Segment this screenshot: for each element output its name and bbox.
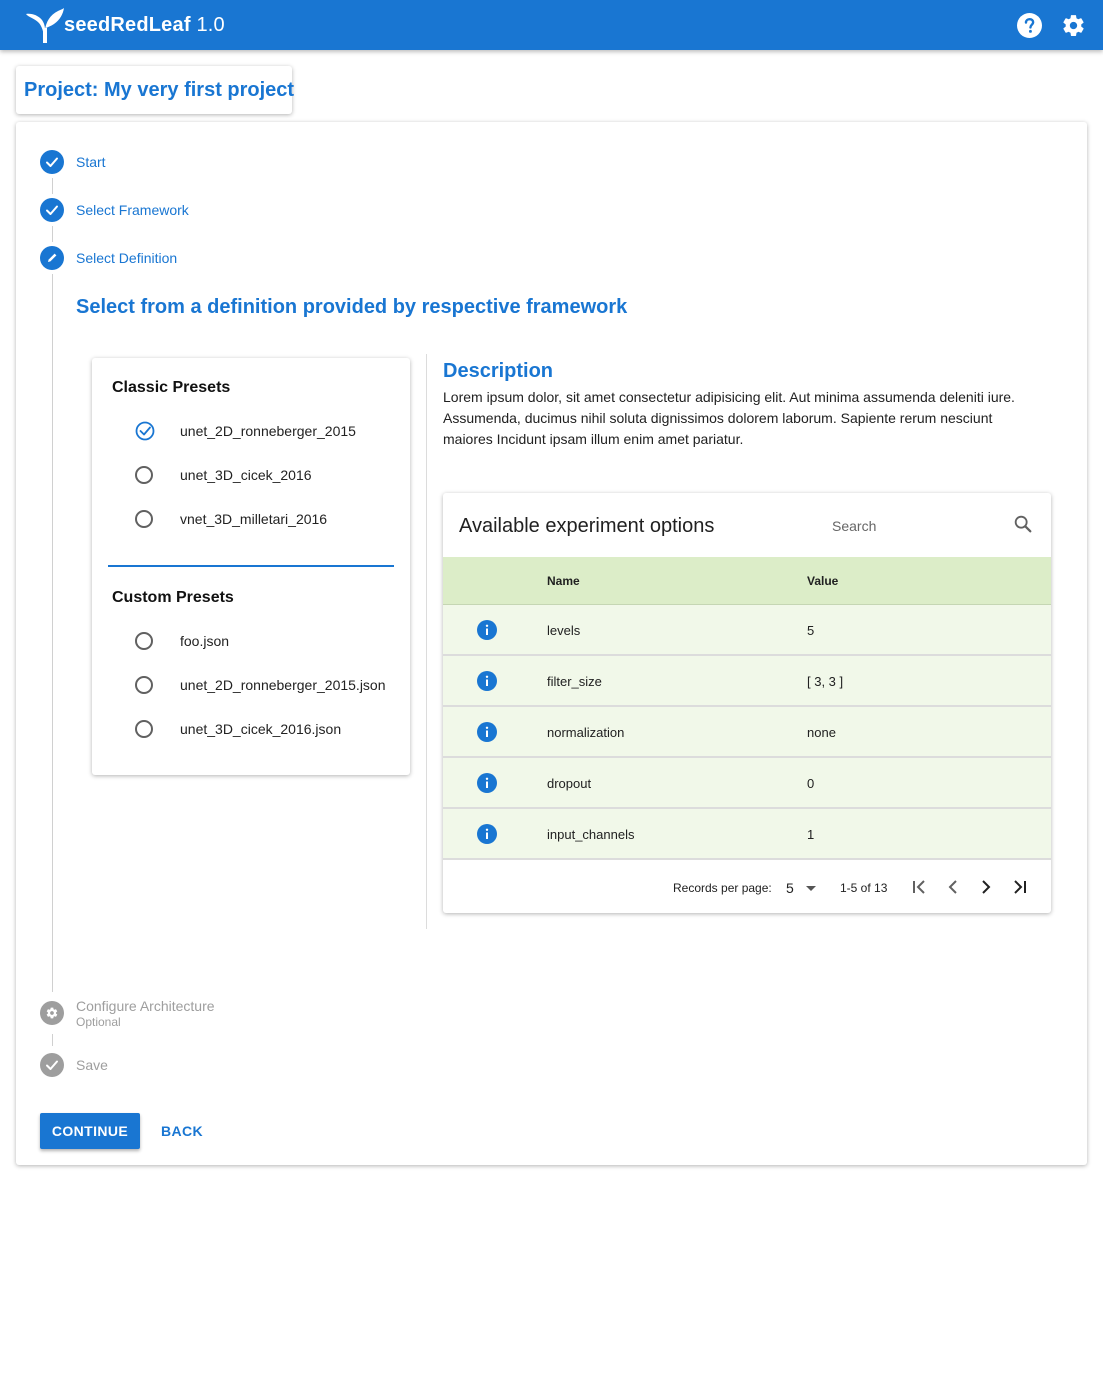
preset-option[interactable] [92, 456, 410, 496]
gear-icon[interactable] [1061, 13, 1086, 38]
page-range: 1-5 of 13 [840, 881, 888, 895]
info-icon[interactable] [477, 824, 497, 844]
step-definition-pencil-icon[interactable] [40, 246, 64, 270]
row-name: dropout [547, 776, 592, 791]
row-value: 0 [807, 776, 815, 791]
step-start-label[interactable]: Start [76, 154, 106, 170]
row-value: [ 3, 3 ] [807, 674, 844, 689]
radio-icon[interactable] [135, 510, 153, 528]
project-title-card [16, 66, 295, 114]
preset-option[interactable] [92, 500, 410, 540]
radio-icon[interactable] [135, 720, 153, 738]
last-page-icon[interactable] [1008, 875, 1032, 899]
dropdown-caret-icon[interactable] [806, 886, 816, 891]
step-start-check-icon[interactable] [40, 150, 64, 174]
preset-option[interactable] [92, 666, 410, 706]
preset-label: foo.json [180, 633, 230, 649]
table-pagination [443, 863, 1051, 913]
step-configure-optional: Optional [76, 1015, 121, 1029]
row-name: filter_size [547, 674, 602, 689]
preset-option[interactable] [92, 622, 410, 662]
step-connector [52, 226, 53, 242]
preset-label: unet_2D_ronneberger_2015 [180, 423, 356, 439]
app-title: seedRedLeaf 1.0 [64, 14, 225, 36]
preset-label: unet_2D_ronneberger_2015.json [180, 677, 386, 693]
column-header-name[interactable]: Name [547, 574, 580, 588]
row-name: normalization [547, 725, 625, 740]
continue-button[interactable]: CONTINUE [40, 1113, 140, 1149]
records-per-page-label: Records per page: [673, 881, 772, 895]
info-icon[interactable] [477, 671, 497, 691]
row-name: input_channels [547, 827, 635, 842]
search-icon[interactable] [1012, 513, 1034, 535]
row-value: 1 [807, 827, 815, 842]
custom-presets-heading: Custom Presets [112, 589, 234, 606]
row-value: none [807, 725, 836, 740]
info-icon[interactable] [477, 620, 497, 640]
preset-label: vnet_3D_milletari_2016 [180, 511, 328, 527]
app-bar [0, 0, 1103, 50]
experiment-options-table [443, 493, 1051, 913]
preset-option[interactable] [92, 412, 410, 452]
preset-label: unet_3D_cicek_2016.json [180, 721, 342, 737]
table-row[interactable] [443, 809, 1051, 860]
table-row[interactable] [443, 707, 1051, 758]
step-save-label[interactable]: Save [76, 1057, 108, 1073]
preset-label: unet_3D_cicek_2016 [180, 467, 312, 483]
search-input[interactable] [832, 515, 992, 537]
previous-page-icon[interactable] [941, 875, 965, 899]
records-per-page-select[interactable]: 5 [786, 880, 794, 896]
step-configure-gear-icon[interactable] [40, 1001, 64, 1025]
radio-icon[interactable] [135, 676, 153, 694]
info-icon[interactable] [477, 773, 497, 793]
sprout-logo-icon [24, 6, 66, 44]
step-connector [52, 274, 53, 992]
row-value: 5 [807, 623, 815, 638]
step-connector [52, 1034, 53, 1046]
table-row[interactable] [443, 656, 1051, 707]
first-page-icon[interactable] [907, 875, 931, 899]
project-title: Project: My very first project [24, 79, 295, 101]
step-definition-label[interactable]: Select Definition [76, 250, 178, 266]
description-title: Description [443, 360, 554, 382]
classic-presets-heading: Classic Presets [112, 379, 231, 396]
help-circle-icon[interactable] [1017, 13, 1042, 38]
definition-section-title: Select from a definition provided by respective framework [76, 296, 628, 318]
table-header [443, 557, 1051, 605]
preset-option[interactable] [92, 710, 410, 750]
next-page-icon[interactable] [974, 875, 998, 899]
step-framework-label[interactable]: Select Framework [76, 202, 189, 218]
column-divider [426, 354, 427, 929]
radio-icon[interactable] [135, 466, 153, 484]
table-row[interactable] [443, 605, 1051, 656]
preset-divider [108, 565, 394, 567]
presets-card [92, 358, 410, 775]
back-button[interactable]: BACK [152, 1113, 212, 1149]
column-header-value[interactable]: Value [807, 574, 839, 588]
step-connector [52, 178, 53, 194]
info-icon[interactable] [477, 722, 497, 742]
radio-icon[interactable] [135, 632, 153, 650]
radio-checked-icon[interactable] [134, 420, 156, 442]
description-text: Lorem ipsum dolor, sit amet consectetur adipisicing elit. Aut minima assumenda deleniti iure. Assumenda, ducimus nihil soluta dignissimos dolorem laborum. Sapiente rerum nesciunt maiores Incidunt ipsam illum enim amet pariatur. [443, 389, 1015, 447]
table-row[interactable] [443, 758, 1051, 809]
row-name: levels [547, 623, 581, 638]
table-title: Available experiment options [459, 515, 715, 537]
step-framework-check-icon[interactable] [40, 198, 64, 222]
step-save-check-icon[interactable] [40, 1053, 64, 1077]
step-configure-label[interactable]: Configure Architecture [76, 998, 215, 1014]
